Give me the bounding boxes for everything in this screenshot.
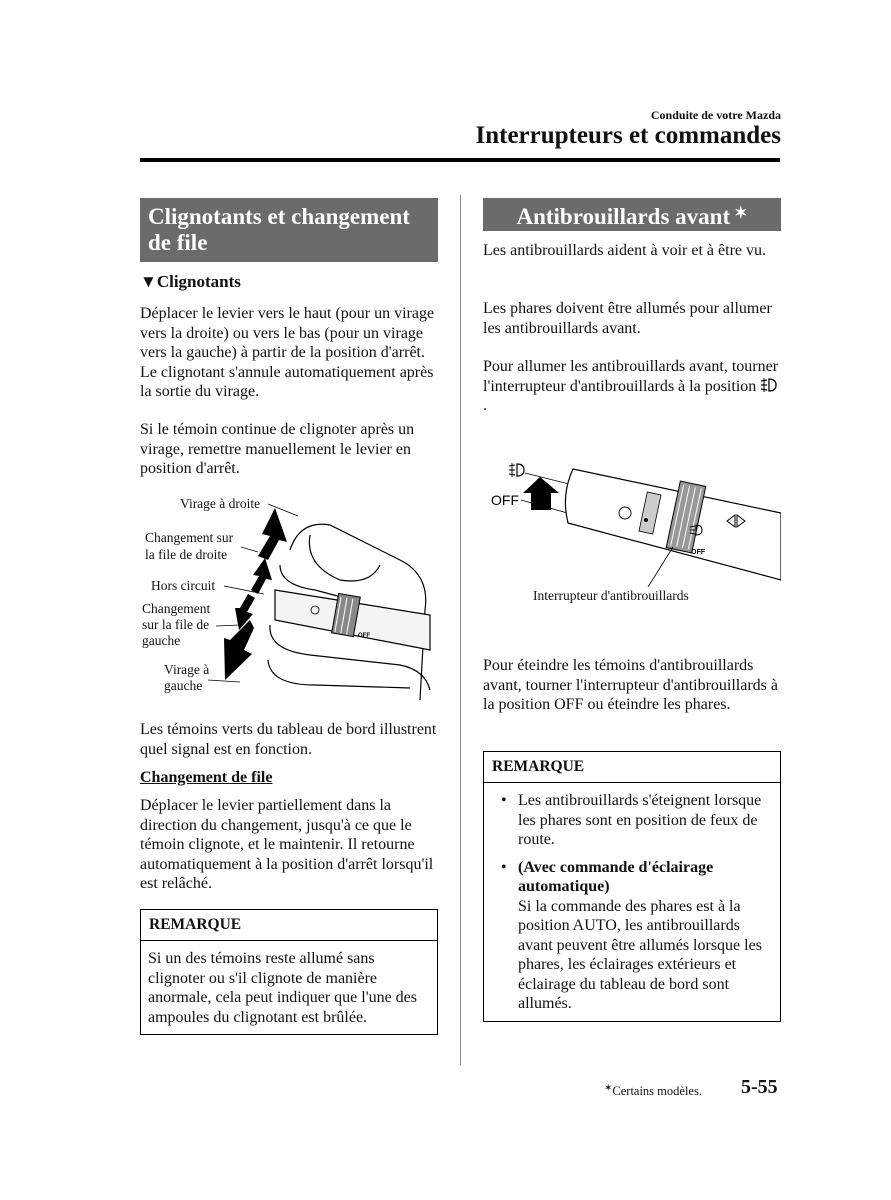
lever-off-text: OFF: [358, 633, 370, 639]
right-note-box: [483, 751, 781, 1022]
right-paragraph-1: Les antibrouillards aident à voir et à être vu.: [483, 242, 767, 259]
right-note-list: [491, 791, 773, 1014]
column-divider: [460, 195, 461, 1065]
left-note-box: [140, 909, 438, 1035]
right-paragraph-2: Les phares doivent être allumés pour allumer les antibrouillards avant.: [483, 300, 772, 337]
right-paragraph-3-text: Pour allumer les antibrouillards avant, tourner l'interrupteur d'antibrouillards à la position: [483, 358, 779, 395]
left-section-title: Clignotants et changement de file: [140, 198, 438, 262]
label-lane-left-2: sur la file de: [142, 617, 210, 632]
label-right-turn: Virage à droite: [180, 496, 261, 511]
footer-models-note: [604, 1083, 702, 1099]
running-header-section: Conduite de votre Mazda: [650, 108, 781, 122]
label-lane-right-2: la file de droite: [145, 547, 228, 562]
subheading-text: Clignotants: [156, 272, 241, 291]
page-number: 5-55: [741, 1076, 778, 1098]
bullet-icon: •: [501, 858, 507, 876]
left-paragraph-3: Les témoins verts du tableau de bord illustrent quel signal est en fonction.: [140, 721, 437, 758]
note-item-2-text: Si la commande des phares est à la position AUTO, les antibrouillards avant peuvent être allumés lorsque les phares, les éclairages extérieurs et éclairage du tableau de bord sont allumés.: [518, 897, 762, 1012]
list-item: [491, 858, 773, 1014]
list-item: [491, 791, 773, 850]
fog-lamp-icon: [760, 377, 778, 393]
header-rule: [140, 158, 780, 162]
models-star-icon: ✶: [734, 205, 748, 222]
right-section-title-text: Antibrouillards avant: [516, 204, 731, 229]
note-item-2-bold: (Avec commande d'éclairage automatique): [518, 858, 714, 895]
label-lane-left-3: gauche: [142, 633, 181, 648]
subheading-turn-signals: [140, 272, 241, 292]
left-paragraph-1: Déplacer le levier vers le haut (pour un virage vers la droite) ou vers le bas (pour un virage vers la gauche) à partir de la position d'arrêt. Le clignotant s'annule automatiquement après la sortie du virage.: [140, 305, 435, 400]
footer-star-icon: ✶: [604, 1083, 613, 1094]
left-note-body: Si un des témoins reste allumé sans clignoter ou s'il clignote de manière anormale, cela peut indiquer que l'une des ampoules du clignotant est brûlée.: [148, 950, 417, 1026]
footer-note-text: Certains modèles.: [612, 1084, 702, 1098]
left-note-heading: REMARQUE: [141, 910, 437, 941]
bullet-icon: •: [501, 792, 507, 809]
fog-switch-illustration: [483, 455, 781, 610]
fog-switch-figure: [483, 455, 781, 610]
note-item-1-text: Les antibrouillards s'éteignent lorsque les phares sont en position de feux de route.: [518, 792, 762, 848]
left-paragraph-2: Si le témoin continue de clignoter après un virage, remettre manuellement le levier en position d'arrêt.: [140, 421, 415, 477]
label-lane-right-1: Changement sur: [145, 530, 234, 545]
left-paragraph-4: Déplacer le levier partiellement dans la direction du changement, jusqu'à ce que le témoin clignote, et le maintenir. Il retourne automatiquement à la position d'arrêt lorsqu'il est relâché.: [140, 797, 434, 892]
label-off: Hors circuit: [151, 578, 216, 593]
right-section-title: [483, 198, 781, 231]
fog-switch-off-text: OFF: [691, 549, 705, 556]
right-paragraph-4: Pour éteindre les témoins d'antibrouillards avant, tourner l'interrupteur d'antibrouillards à la position OFF ou éteindre les phares.: [483, 657, 778, 713]
label-left-turn-1: Virage à: [164, 662, 210, 677]
turn-signal-lever-illustration: [140, 490, 440, 705]
triangle-marker-icon: ▼: [140, 272, 157, 291]
right-paragraph-3: [483, 357, 781, 416]
right-note-body: [484, 783, 780, 1030]
fog-switch-caption: Interrupteur d'antibrouillards: [533, 588, 689, 603]
page-title: Interrupteurs et commandes: [475, 122, 781, 149]
lane-change-heading: Changement de file: [140, 769, 273, 786]
label-left-turn-2: gauche: [164, 678, 203, 693]
right-note-heading: REMARQUE: [484, 752, 780, 783]
turn-signal-figure: [140, 490, 440, 705]
fog-off-label: OFF: [491, 492, 519, 508]
label-lane-left-1: Changement: [142, 601, 211, 616]
right-paragraph-3-end: .: [483, 397, 487, 414]
